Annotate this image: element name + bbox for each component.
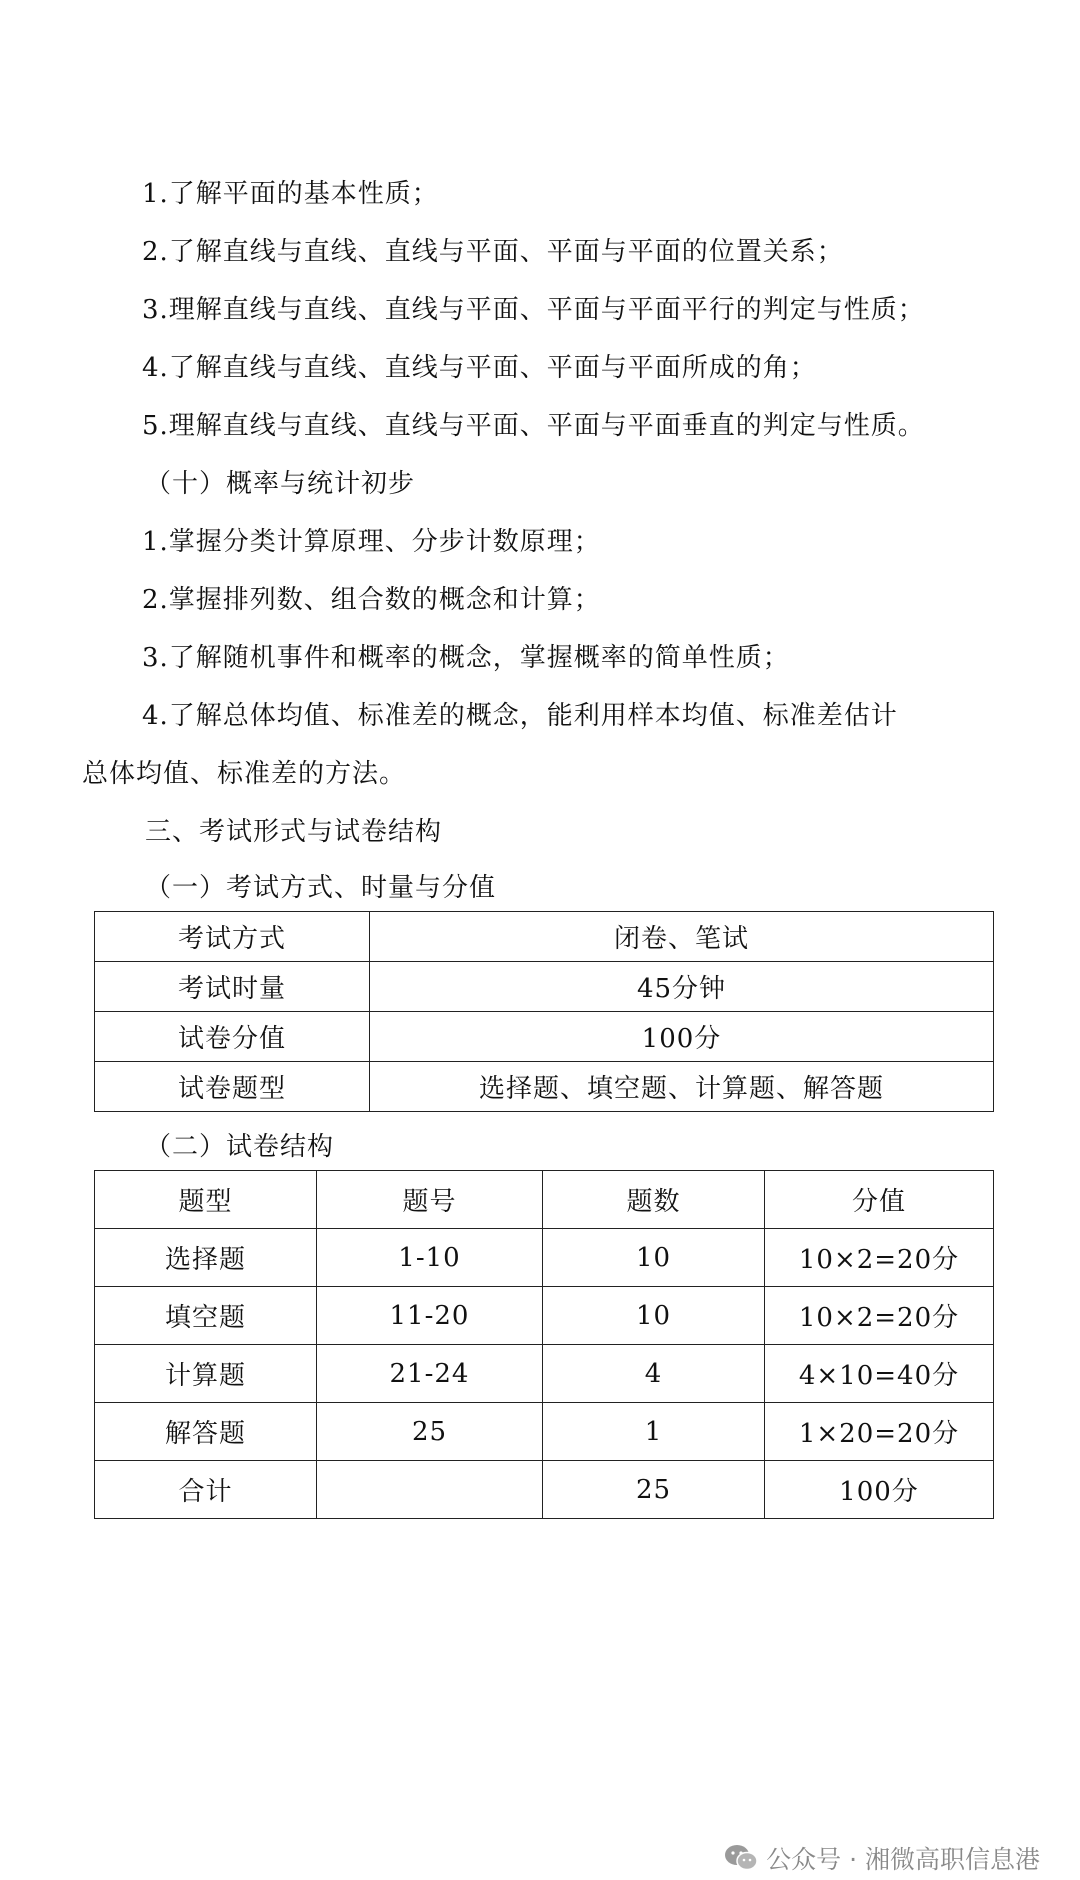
- watermark-text: 公众号 · 湘微高职信息港: [766, 1845, 1040, 1874]
- exam-format-table: [94, 911, 994, 1112]
- table-cell: 10: [543, 1287, 765, 1345]
- text-line: 4.了解直线与直线、直线与平面、平面与平面所成的角；: [142, 353, 817, 383]
- table-cell: 计算题: [95, 1345, 317, 1403]
- table-row: [95, 1403, 994, 1461]
- text-line: 5.理解直线与直线、直线与平面、平面与平面垂直的判定与性质。: [142, 411, 925, 441]
- table-cell: 10: [543, 1229, 765, 1287]
- table-cell: 21-24: [317, 1345, 543, 1403]
- table-cell: 闭卷、笔试: [370, 912, 994, 962]
- table-cell: 解答题: [95, 1403, 317, 1461]
- table-cell: 100分: [370, 1012, 994, 1062]
- subsection-heading: （二）试卷结构: [145, 1132, 335, 1162]
- table-cell: 25: [317, 1403, 543, 1461]
- table-row: [95, 1287, 994, 1345]
- table-cell: 4: [543, 1345, 765, 1403]
- table-cell: 10×2=20分: [765, 1229, 994, 1287]
- table-cell: 11-20: [317, 1287, 543, 1345]
- table-cell: 100分: [765, 1461, 994, 1519]
- table-cell: 选择题: [95, 1229, 317, 1287]
- text-line: 3.理解直线与直线、直线与平面、平面与平面平行的判定与性质；: [142, 295, 925, 325]
- column-header: 题号: [317, 1171, 543, 1229]
- wechat-icon: [724, 1844, 758, 1872]
- text-line: 3.了解随机事件和概率的概念，掌握概率的简单性质；: [142, 643, 790, 673]
- table-cell: 试卷分值: [95, 1012, 370, 1062]
- table-cell: 45分钟: [370, 962, 994, 1012]
- table-row: [95, 962, 994, 1012]
- table-cell: 25: [543, 1461, 765, 1519]
- table-row: [95, 1012, 994, 1062]
- text-line: 4.了解总体均值、标准差的概念，能利用样本均值、标准差估计: [142, 701, 898, 731]
- table-row: [95, 912, 994, 962]
- column-header: 分值: [765, 1171, 994, 1229]
- table-cell: 考试方式: [95, 912, 370, 962]
- text-line: 1.掌握分类计算原理、分步计数原理；: [142, 527, 601, 557]
- table-row: [95, 1062, 994, 1112]
- table-cell: [317, 1461, 543, 1519]
- text-line: 2.掌握排列数、组合数的概念和计算；: [142, 585, 601, 615]
- table-row: [95, 1345, 994, 1403]
- table-total-row: [95, 1461, 994, 1519]
- watermark: [724, 1840, 1040, 1876]
- table-cell: 选择题、填空题、计算题、解答题: [370, 1062, 994, 1112]
- exam-structure-table: [94, 1170, 994, 1519]
- table-cell: 试卷题型: [95, 1062, 370, 1112]
- table-header-row: [95, 1171, 994, 1229]
- text-line: 1.了解平面的基本性质；: [142, 179, 439, 209]
- table-cell: 合计: [95, 1461, 317, 1519]
- table-cell: 10×2=20分: [765, 1287, 994, 1345]
- column-header: 题型: [95, 1171, 317, 1229]
- section-heading: 三、考试形式与试卷结构: [145, 817, 443, 847]
- section-heading: （十）概率与统计初步: [145, 469, 416, 499]
- table-cell: 1×20=20分: [765, 1403, 994, 1461]
- table-cell: 4×10=40分: [765, 1345, 994, 1403]
- table-cell: 1: [543, 1403, 765, 1461]
- table-cell: 1-10: [317, 1229, 543, 1287]
- table-cell: 填空题: [95, 1287, 317, 1345]
- table-cell: 考试时量: [95, 962, 370, 1012]
- text-line: 2.了解直线与直线、直线与平面、平面与平面的位置关系；: [142, 237, 844, 267]
- column-header: 题数: [543, 1171, 765, 1229]
- subsection-heading: （一）考试方式、时量与分值: [145, 873, 497, 903]
- text-line-continued: 总体均值、标准差的方法。: [82, 759, 407, 789]
- table-row: [95, 1229, 994, 1287]
